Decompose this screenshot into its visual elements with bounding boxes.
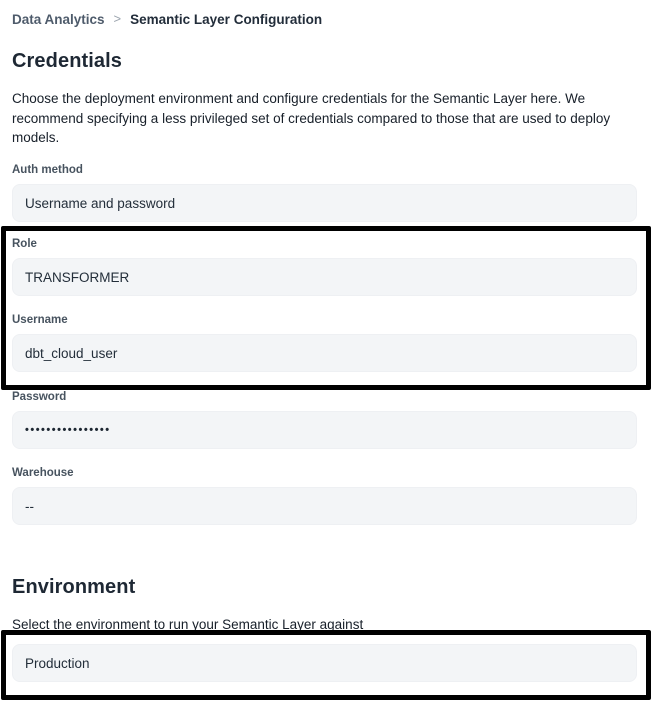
breadcrumb-item-data-analytics[interactable]: Data Analytics: [12, 12, 105, 27]
role-value: TRANSFORMER: [25, 269, 130, 285]
password-group: [12, 391, 637, 449]
chevron-right-icon: >: [113, 11, 122, 26]
highlight-box-role-username: [1, 226, 651, 390]
warehouse-value: --: [25, 498, 34, 514]
username-value: dbt_cloud_user: [25, 345, 118, 361]
username-label: Username: [12, 314, 68, 326]
auth-method-label: Auth method: [12, 164, 83, 176]
password-masked-value: ••••••••••••••••: [25, 424, 111, 436]
password-label: Password: [12, 391, 67, 403]
warehouse-group: [12, 467, 637, 525]
credentials-description: Choose the deployment environment and configure credentials for the Semantic Layer here. We recommend specifying a less privileged set of credentials compared to those that are used to deploy models.: [12, 91, 611, 145]
environment-description: Select the environment to run your Semantic Layer against: [12, 617, 364, 632]
role-group: [12, 238, 637, 296]
environment-group: [12, 644, 637, 682]
breadcrumb-item-current-page: Semantic Layer Configuration: [130, 12, 323, 27]
environment-field[interactable]: [12, 644, 637, 682]
environment-value: Production: [25, 655, 90, 671]
environment-section-title: Environment: [12, 576, 136, 598]
credentials-section-title: Credentials: [12, 50, 123, 72]
auth-method-group: [12, 164, 637, 222]
auth-method-value: Username and password: [25, 195, 176, 211]
role-field[interactable]: [12, 258, 637, 296]
warehouse-label: Warehouse: [12, 467, 74, 479]
username-group: [12, 314, 637, 372]
warehouse-field[interactable]: [12, 487, 637, 525]
password-field[interactable]: [12, 411, 637, 449]
role-label: Role: [12, 238, 37, 250]
username-field[interactable]: [12, 334, 637, 372]
auth-method-field[interactable]: [12, 184, 637, 222]
breadcrumb: [12, 12, 322, 27]
highlight-box-environment: [1, 630, 651, 700]
